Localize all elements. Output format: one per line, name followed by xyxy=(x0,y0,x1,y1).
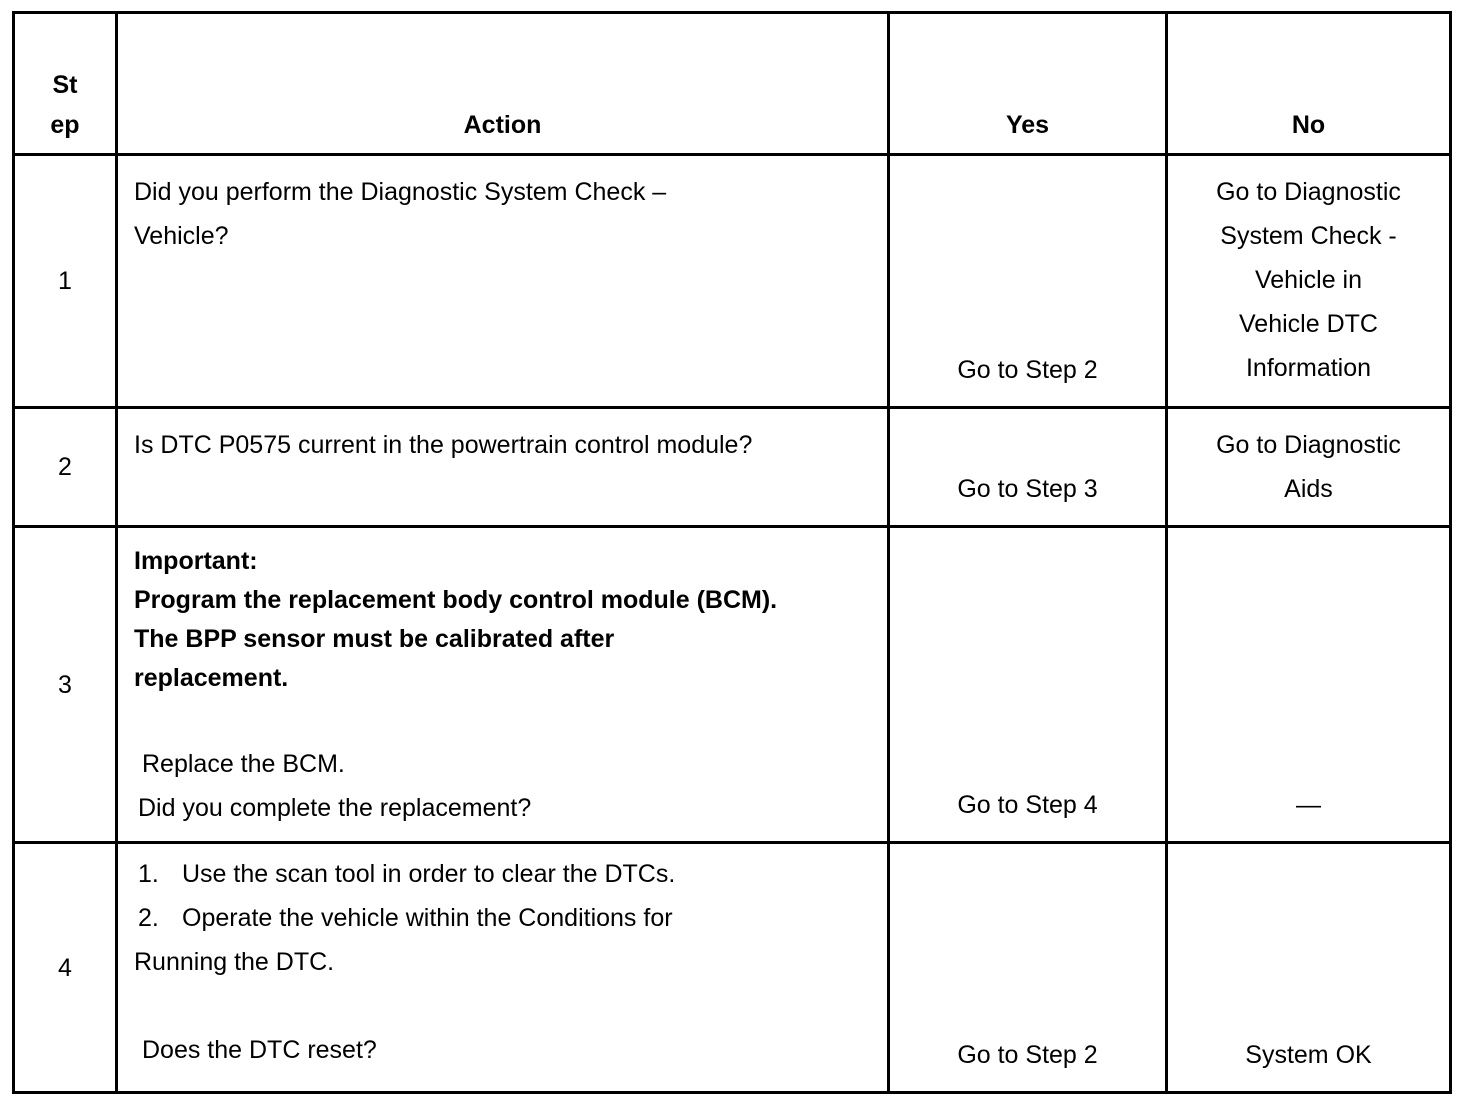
list-number: 2. xyxy=(138,904,159,932)
diagnostic-table xyxy=(12,11,1452,1094)
important-text: replacement. xyxy=(134,664,289,692)
action-text: Did you perform the Diagnostic System Check – xyxy=(134,178,667,206)
no-text: Go to Diagnostic xyxy=(1216,431,1401,459)
action-text: Did you complete the replacement? xyxy=(138,794,532,822)
action-cell xyxy=(117,155,889,408)
list-text: Use the scan tool in order to clear the DTCs. xyxy=(182,860,676,888)
spacer xyxy=(134,984,887,1028)
action-cell xyxy=(117,843,889,1093)
header-step-label: St ep xyxy=(50,71,80,139)
important-note xyxy=(134,542,887,698)
question-text: Does the DTC reset? xyxy=(142,1036,377,1064)
list-continuation: Running the DTC. xyxy=(134,948,335,976)
table-row xyxy=(14,408,1451,527)
yes-cell: Go to Step 2 xyxy=(889,843,1167,1093)
header-yes: Yes xyxy=(889,13,1167,155)
important-text: Program the replacement body control module (BCM). xyxy=(134,586,778,614)
yes-cell: Go to Step 4 xyxy=(889,527,1167,843)
no-cell xyxy=(1167,155,1451,408)
numbered-list-item xyxy=(134,852,887,896)
action-text: Replace the BCM. xyxy=(142,750,345,778)
no-text: System Check - xyxy=(1220,222,1397,250)
no-text: Vehicle in xyxy=(1254,266,1363,294)
yes-cell: Go to Step 2 xyxy=(889,155,1167,408)
action-text: Is DTC P0575 current in the powertrain control module? xyxy=(134,431,753,459)
step-number: 3 xyxy=(14,527,117,843)
action-text: Vehicle? xyxy=(134,222,229,250)
table-row xyxy=(14,155,1451,408)
numbered-list-item xyxy=(134,896,887,940)
important-label: Important: xyxy=(134,547,258,575)
no-text: Information xyxy=(1245,354,1372,382)
important-text: The BPP sensor must be calibrated after xyxy=(134,625,615,653)
header-no: No xyxy=(1167,13,1451,155)
step-number: 1 xyxy=(14,155,117,408)
no-cell: System OK xyxy=(1167,843,1451,1093)
list-text: Operate the vehicle within the Conditions for xyxy=(182,904,673,932)
yes-cell: Go to Step 3 xyxy=(889,408,1167,527)
list-number: 1. xyxy=(138,860,159,888)
spacer xyxy=(134,698,887,742)
no-cell xyxy=(1167,408,1451,527)
no-text: Aids xyxy=(1284,475,1333,503)
no-text: Vehicle DTC xyxy=(1239,310,1378,338)
table-header-row xyxy=(14,13,1451,155)
diagnostic-table-container xyxy=(12,11,1449,1094)
action-cell xyxy=(117,527,889,843)
header-step xyxy=(14,13,117,155)
step-number: 2 xyxy=(14,408,117,527)
table-row xyxy=(14,843,1451,1093)
step-number: 4 xyxy=(14,843,117,1093)
no-text: Go to Diagnostic xyxy=(1216,178,1401,206)
table-row xyxy=(14,527,1451,843)
no-cell: — xyxy=(1167,527,1451,843)
header-action: Action xyxy=(117,13,889,155)
action-cell xyxy=(117,408,889,527)
